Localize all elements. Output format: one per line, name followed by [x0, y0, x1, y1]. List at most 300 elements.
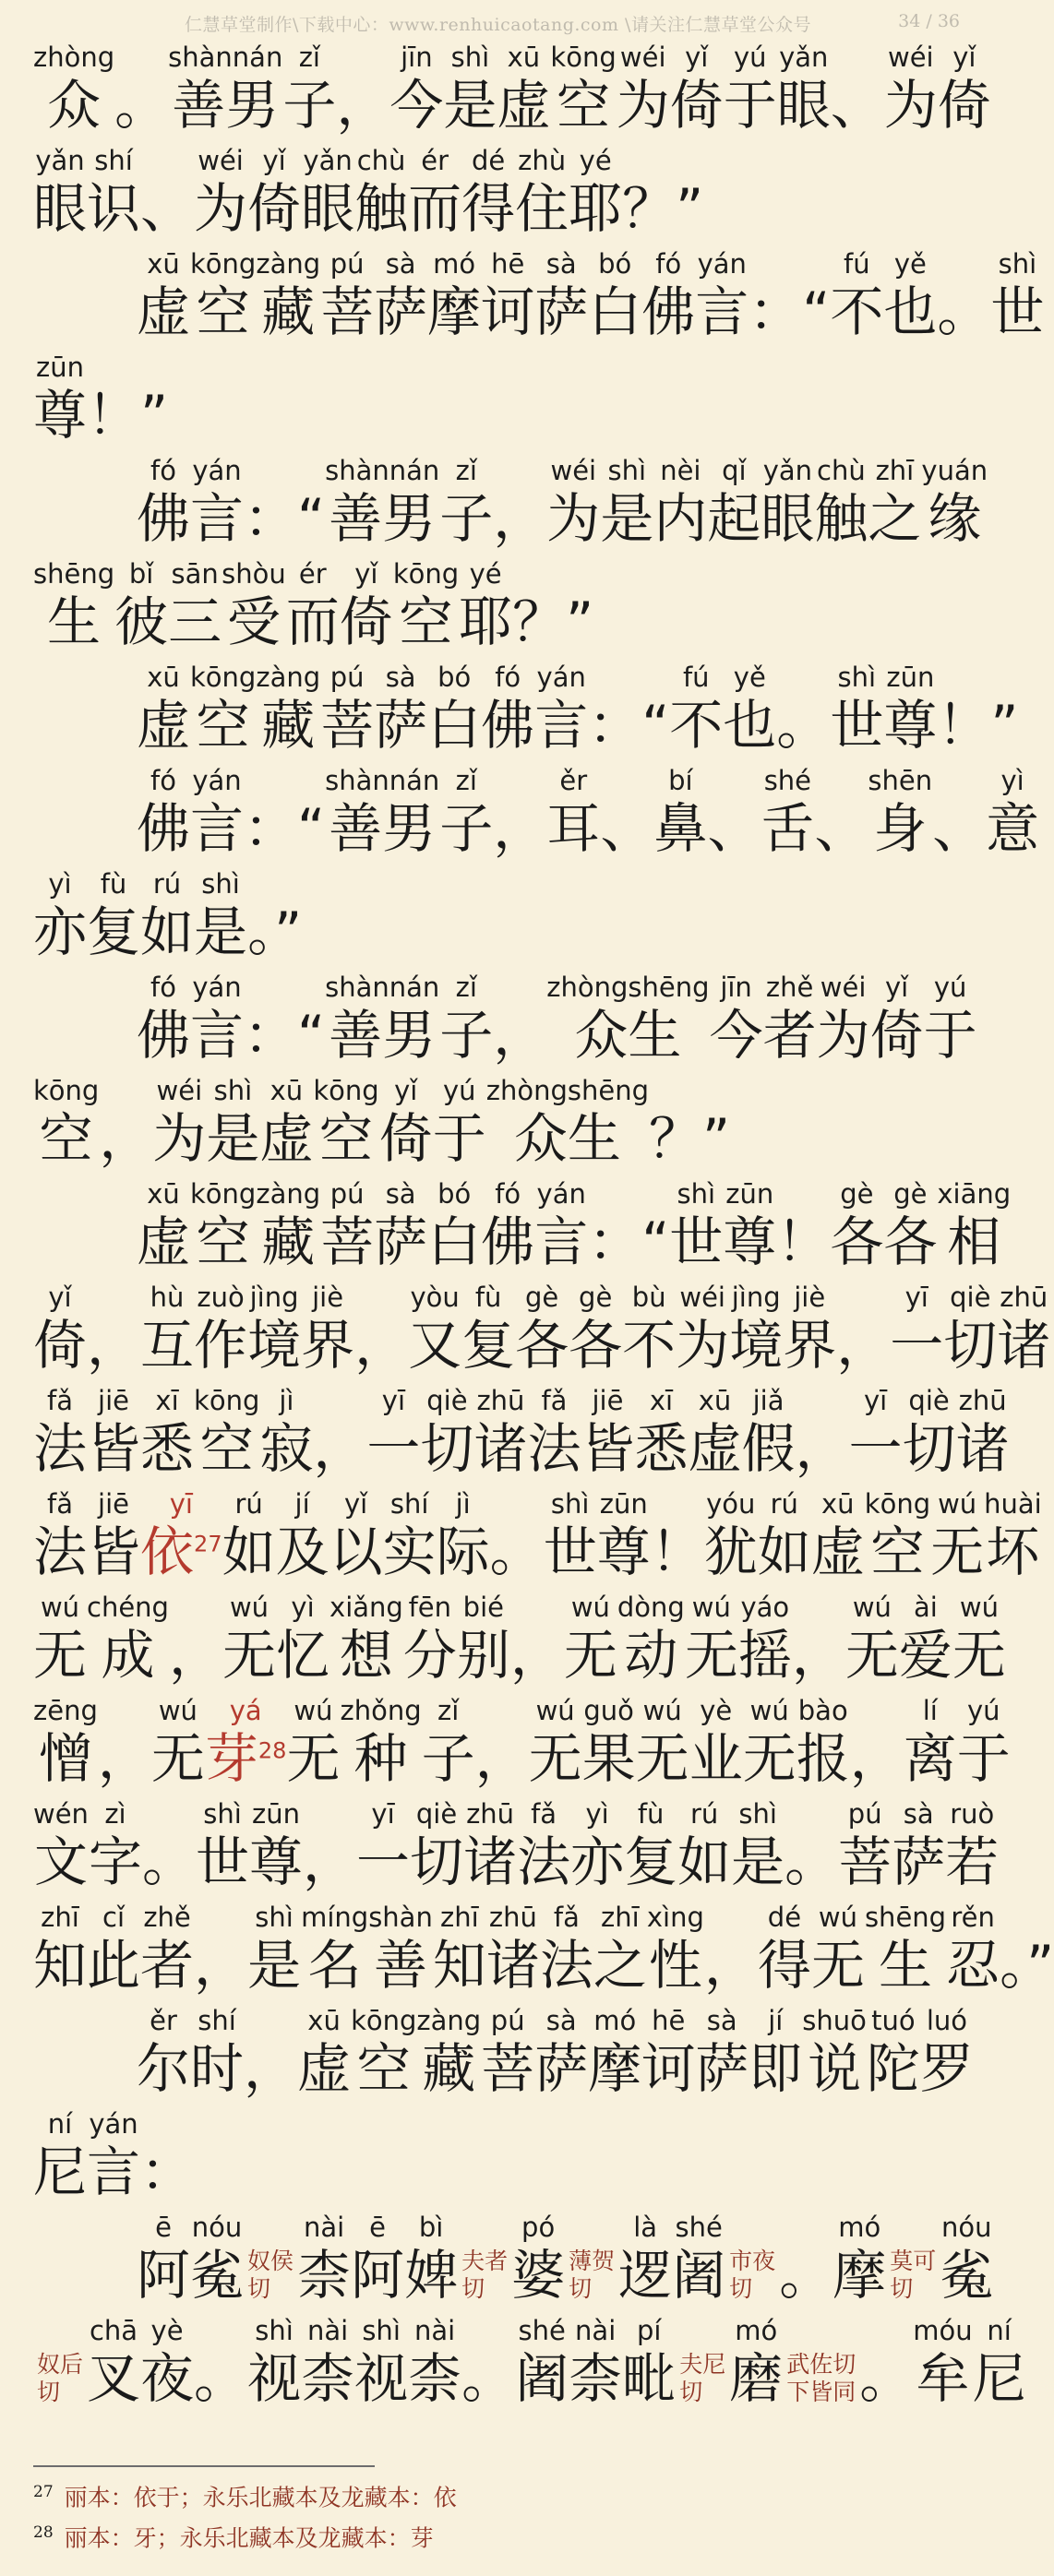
hanzi: 法: [33, 1417, 88, 1480]
ruby-unit: [510, 1591, 564, 1687]
ruby-unit: [379, 1074, 433, 1170]
hanzi: 起: [707, 487, 761, 550]
hanzi: 无: [742, 1727, 796, 1790]
hanzi: 㝹: [940, 2244, 994, 2307]
hanzi: 眼: [761, 487, 815, 550]
pinyin: hē: [652, 2005, 686, 2036]
variant-character: [205, 1694, 287, 1790]
fanqie-part: 夫尼: [679, 2351, 726, 2378]
pinyin: shànnán: [325, 455, 440, 486]
ruby-unit: [247, 1901, 301, 1997]
pinyin: xū: [147, 662, 180, 693]
fanqie-part: 切: [890, 2275, 914, 2302]
pinyin: zhòng: [33, 42, 115, 73]
hanzi: 是: [206, 1107, 260, 1170]
text-line: [33, 1273, 1051, 1377]
pinyin: pí: [636, 2315, 662, 2346]
ruby-unit: [301, 144, 354, 240]
ruby-unit: [320, 247, 374, 343]
hanzi: 婆: [511, 2244, 566, 2307]
ruby-unit: [433, 1074, 486, 1170]
pinyin: huài: [984, 1488, 1042, 1520]
hanzi: 诸: [485, 1934, 540, 1997]
ruby-unit: [940, 2211, 993, 2307]
pinyin: yì: [585, 1798, 609, 1830]
ruby-unit: [486, 1901, 540, 1997]
ruby-unit: [33, 557, 114, 653]
ruby-unit: [137, 764, 190, 860]
hanzi: 、: [830, 74, 884, 137]
pinyin: wú: [570, 1592, 610, 1623]
ruby-unit: [389, 41, 443, 137]
footnote-number: 27: [33, 2483, 54, 2501]
hanzi: 一: [890, 1314, 944, 1377]
hanzi: 而: [285, 590, 340, 653]
hanzi: 无: [684, 1624, 738, 1687]
hanzi: 今: [709, 1004, 763, 1067]
ruby-unit: [723, 1177, 776, 1273]
ruby-unit: [87, 1591, 169, 1687]
pinyin: kōng: [392, 558, 460, 590]
pinyin: dé: [472, 145, 506, 176]
hanzi: ：“: [244, 797, 326, 860]
page-header: [0, 6, 997, 37]
pinyin: yán: [192, 765, 242, 796]
ruby-unit: [461, 2314, 515, 2410]
ruby-unit: [222, 1591, 276, 1687]
ruby-unit: [676, 1281, 729, 1377]
ruby-unit: [475, 1694, 529, 1790]
ruby-unit: [544, 1487, 597, 1583]
pinyin: wéi: [619, 42, 666, 73]
ruby-unit: [512, 557, 593, 653]
ruby-unit: [892, 1797, 945, 1893]
pinyin: yán: [89, 2108, 138, 2140]
ruby-unit: [140, 1901, 194, 1997]
text-line: [33, 1583, 1006, 1687]
ruby-unit: [776, 1177, 830, 1273]
pinyin: bó: [437, 662, 472, 693]
fanqie-part: 莫可: [890, 2248, 937, 2274]
hanzi: 为: [194, 177, 248, 240]
pinyin: ěr: [559, 765, 588, 796]
pinyin: xū: [821, 1488, 855, 1520]
hanzi: 言: [695, 280, 749, 343]
hanzi: 菩: [320, 1210, 375, 1273]
pinyin: yì: [291, 1592, 315, 1623]
pinyin: zhù: [518, 145, 567, 176]
ruby-unit: [710, 971, 763, 1067]
hanzi: 缘: [928, 487, 982, 550]
pinyin: wéi: [550, 455, 597, 486]
hanzi: 眼: [33, 177, 88, 240]
hanzi: 各: [830, 1210, 884, 1273]
hanzi: ：“: [588, 1210, 670, 1273]
ruby-unit: [649, 1074, 730, 1170]
ruby-unit: [647, 1901, 704, 1997]
ruby-unit: [890, 1281, 943, 1377]
hanzi: 虚: [497, 74, 551, 137]
pinyin: qiè: [950, 1282, 991, 1313]
pinyin: zūn: [599, 1488, 648, 1520]
ruby-unit: [114, 557, 168, 653]
pinyin: yǎn: [35, 145, 85, 176]
ruby-unit: [653, 454, 707, 550]
hanzi: 知: [432, 1934, 486, 1997]
hanzi: 芽$^{28}$: [204, 1727, 287, 1790]
hanzi: 倚: [669, 74, 724, 137]
ruby-unit: [336, 41, 389, 137]
pinyin: yú: [442, 1075, 476, 1106]
variant-character: [140, 1487, 222, 1583]
ruby-unit: [588, 1177, 669, 1273]
hanzi: 内: [653, 487, 708, 550]
hanzi: 。: [776, 694, 831, 757]
pinyin: mó: [735, 2315, 778, 2346]
hanzi: ，: [303, 1831, 357, 1893]
fanqie-note: [569, 2248, 615, 2303]
hanzi: 得: [757, 1934, 811, 1997]
pinyin: gè: [525, 1282, 559, 1313]
page-number: 34 / 36: [898, 11, 960, 31]
hanzi: 虚: [259, 1107, 314, 1170]
ruby-unit: [617, 41, 670, 137]
pinyin: sà: [385, 1178, 416, 1210]
hanzi: 如: [677, 1831, 732, 1893]
hanzi: 尊: [249, 1831, 304, 1893]
hanzi: 今: [389, 74, 444, 137]
pinyin: pú: [329, 662, 365, 693]
pinyin: bì: [418, 2212, 444, 2243]
pinyin: gè: [893, 1178, 928, 1210]
ruby-unit: [850, 1694, 904, 1790]
pinyin: yī: [381, 1385, 406, 1416]
hanzi: 柰: [297, 2244, 352, 2307]
text-line: [33, 33, 991, 137]
pinyin: pó: [521, 2212, 556, 2243]
ruby-unit: [534, 247, 588, 343]
ruby-unit: [865, 1487, 930, 1583]
pinyin: zhòngshēng: [485, 1075, 650, 1106]
hanzi: 空: [870, 1521, 925, 1583]
pinyin: kōng: [190, 248, 257, 280]
pinyin: nài: [414, 2315, 456, 2346]
ruby-unit: [439, 454, 493, 550]
pinyin: bí: [668, 765, 693, 796]
ruby-unit: [259, 1074, 313, 1170]
hanzi: 者: [140, 1934, 195, 1997]
pinyin: zhū: [476, 1385, 525, 1416]
pinyin: zhě: [143, 1902, 191, 1933]
ruby-unit: [729, 2314, 783, 2410]
pinyin: chā: [89, 2315, 138, 2346]
hanzi: 佛: [481, 694, 535, 757]
hanzi: 如: [222, 1521, 276, 1583]
hanzi: 言: [534, 694, 589, 757]
pinyin: pú: [847, 1798, 882, 1830]
hanzi: 。: [114, 74, 169, 137]
footnotes: [33, 2475, 956, 2557]
pinyin: wú: [959, 1592, 999, 1623]
fanqie-part: 市夜: [729, 2248, 776, 2274]
hanzi: ：“: [244, 487, 326, 550]
pinyin: kōng: [194, 1385, 260, 1416]
ruby-unit: [758, 1487, 811, 1583]
hanzi: ，: [87, 1314, 141, 1377]
ruby-unit: [422, 1694, 475, 1790]
ruby-unit: [707, 764, 761, 860]
ruby-unit: [569, 2314, 622, 2410]
hanzi: 生: [47, 590, 102, 653]
pinyin: yán: [192, 455, 242, 486]
hanzi: 诸: [955, 1417, 1010, 1480]
hanzi: 倚: [247, 177, 302, 240]
ruby-unit: [244, 2004, 297, 2100]
pinyin: kōng: [190, 1178, 257, 1210]
footnote-marker[interactable]: 28: [258, 1737, 287, 1764]
ruby-unit: [830, 661, 883, 757]
ruby-unit: [325, 764, 439, 860]
pinyin: wú: [642, 1695, 682, 1726]
ruby-unit: [515, 1281, 569, 1377]
ruby-unit: [282, 41, 336, 137]
fanqie-part: 切: [729, 2275, 753, 2302]
ruby-unit: [776, 661, 830, 757]
hanzi: 又: [408, 1314, 462, 1377]
text-line: [33, 1480, 1042, 1583]
pinyin: zhū: [466, 1798, 515, 1830]
ruby-unit: [973, 2314, 1026, 2410]
hanzi: 言: [87, 2141, 141, 2203]
pinyin: zǐ: [455, 972, 477, 1003]
footnote: [33, 2475, 956, 2515]
hanzi: 无: [528, 1727, 582, 1790]
pinyin: shí: [389, 1488, 429, 1520]
hanzi: 者: [762, 1004, 817, 1067]
pinyin: xū: [269, 1075, 304, 1106]
ruby-unit: [481, 661, 534, 757]
pinyin: pú: [329, 1178, 365, 1210]
hanzi: 摩: [588, 2037, 642, 2100]
hanzi: 言: [190, 1004, 245, 1067]
pinyin: jìng: [249, 1282, 299, 1313]
fanqie-part: 切: [569, 2275, 593, 2302]
hanzi: 无: [844, 1624, 899, 1687]
ruby-unit: [437, 1487, 490, 1583]
hanzi: 菩: [838, 1831, 892, 1893]
ruby-unit: [831, 41, 884, 137]
hanzi: 无: [33, 1624, 88, 1687]
hanzi: 倚: [339, 590, 393, 653]
hanzi: 世: [195, 1831, 249, 1893]
hanzi: 阿: [137, 2244, 191, 2307]
hanzi: 萨: [892, 1831, 946, 1893]
ruby-unit: [457, 1591, 510, 1687]
pinyin: jiè: [312, 1282, 344, 1313]
hanzi: 皆: [87, 1521, 141, 1583]
text-line: [33, 1170, 1012, 1273]
fanqie-note: [461, 2248, 508, 2303]
hanzi: 无: [150, 1727, 205, 1790]
ruby-unit: [527, 1384, 581, 1480]
footnote-text: 丽本：牙；永乐北藏本及龙藏本：芽: [64, 2524, 434, 2552]
hanzi: 。: [461, 2347, 516, 2410]
ruby-unit: [622, 2314, 676, 2410]
pinyin: gè: [579, 1282, 613, 1313]
ruby-unit: [845, 1591, 899, 1687]
ruby-unit: [884, 41, 938, 137]
pinyin: wú: [749, 1695, 789, 1726]
ruby-unit: [196, 1797, 249, 1893]
pinyin: nóu: [191, 2212, 243, 2243]
ruby-unit: [938, 41, 991, 137]
hanzi: 种: [353, 1727, 408, 1790]
pinyin: míng: [301, 1902, 369, 1933]
hanzi: 说: [808, 2037, 862, 2100]
ruby-unit: [137, 2211, 190, 2307]
ruby-unit: [276, 1487, 329, 1583]
ruby-unit: [493, 764, 546, 860]
ruby-unit: [670, 41, 724, 137]
hanzi: 一: [848, 1417, 903, 1480]
hanzi: ，: [493, 487, 547, 550]
pinyin: jí: [768, 2005, 784, 2036]
pinyin: yì: [1000, 765, 1024, 796]
pinyin: yòu: [410, 1282, 460, 1313]
ruby-unit: [540, 1901, 593, 1997]
pinyin: qiè: [426, 1385, 468, 1416]
hanzi: 。”: [1000, 1934, 1054, 1997]
hanzi: 善男: [172, 74, 280, 137]
hanzi: 离: [903, 1727, 957, 1790]
pinyin: jīn: [720, 972, 752, 1003]
ruby-unit: [408, 2314, 461, 2410]
ruby-unit: [374, 247, 427, 343]
pinyin: zì: [104, 1798, 126, 1830]
ruby-unit: [301, 2314, 354, 2410]
hanzi: 。: [489, 1521, 544, 1583]
ruby-unit: [420, 1384, 473, 1480]
hanzi: 空: [196, 280, 250, 343]
pinyin: sà: [545, 2005, 577, 2036]
hanzi: 萨: [374, 1210, 428, 1273]
pinyin: ěr: [150, 2005, 177, 2036]
ruby-unit: [194, 144, 247, 240]
hanzi: 世: [543, 1521, 597, 1583]
footnote-marker[interactable]: 27: [194, 1531, 222, 1557]
hanzi: 佛: [137, 797, 191, 860]
pinyin: kōng: [313, 1075, 379, 1106]
ruby-unit: [956, 1384, 1010, 1480]
ruby-unit: [137, 1177, 190, 1273]
ruby-unit: [569, 144, 622, 240]
hanzi: 于: [956, 1727, 1011, 1790]
ruby-unit: [761, 454, 814, 550]
pinyin: xī: [649, 1385, 674, 1416]
hanzi: 触: [814, 487, 868, 550]
ruby-unit: [140, 144, 194, 240]
ruby-unit: [622, 144, 703, 240]
hanzi: 㝹: [190, 2244, 245, 2307]
pinyin: shì: [837, 662, 877, 693]
ruby-unit: [87, 1281, 140, 1377]
hanzi: 为: [676, 1314, 730, 1377]
ruby-unit: [137, 2004, 190, 2100]
pinyin: nài: [306, 2315, 349, 2346]
pinyin: ruò: [950, 1798, 995, 1830]
hanzi: 、: [600, 797, 654, 860]
pinyin: zhǒng: [340, 1695, 422, 1726]
pinyin: bǐ: [128, 558, 154, 590]
pinyin: zhū: [488, 1902, 537, 1933]
pinyin: fó: [655, 248, 682, 280]
hanzi: 别: [456, 1624, 510, 1687]
hanzi: 无: [563, 1624, 617, 1687]
ruby-unit: [945, 1797, 999, 1893]
pinyin: yě: [893, 248, 927, 280]
ruby-unit: [582, 1694, 636, 1790]
pinyin: yán: [536, 662, 586, 693]
pinyin: yóu: [706, 1488, 756, 1520]
hanzi: ：“: [588, 694, 670, 757]
hanzi: 成: [101, 1624, 155, 1687]
hanzi: 境: [729, 1314, 784, 1377]
hanzi: 以: [329, 1521, 383, 1583]
pinyin: shànnán: [168, 42, 283, 73]
hanzi: 空: [199, 1417, 254, 1480]
pinyin: xū: [698, 1385, 732, 1416]
text-line: [33, 860, 975, 963]
ruby-unit: [653, 764, 707, 860]
ruby-unit: [669, 661, 723, 757]
ruby-unit: [87, 1901, 140, 1997]
pinyin: fú: [844, 248, 870, 280]
pinyin: shé: [763, 765, 812, 796]
pinyin: ér: [298, 558, 327, 590]
pinyin: chù: [817, 455, 866, 486]
pinyin: yán: [697, 248, 747, 280]
hanzi: 阇: [672, 2244, 726, 2307]
hanzi: 耳: [546, 797, 601, 860]
text-line: [33, 963, 975, 1067]
ruby-unit: [33, 1487, 87, 1583]
ruby-unit: [393, 557, 459, 653]
pinyin: xū: [147, 248, 180, 280]
hanzi: 寂: [259, 1417, 314, 1480]
ruby-unit: [763, 971, 817, 1067]
hanzi: 于: [923, 1004, 977, 1067]
hanzi: 界: [301, 1314, 355, 1377]
ruby-unit: [830, 1177, 883, 1273]
ruby-unit: [249, 1797, 303, 1893]
ruby-unit: [997, 1281, 1050, 1377]
ruby-unit: [904, 1694, 957, 1790]
ruby-unit: [301, 1281, 354, 1377]
pinyin: zàng: [416, 2005, 482, 2036]
ruby-unit: [33, 1901, 87, 1997]
ruby-unit: [190, 1177, 256, 1273]
hanzi: 空: [196, 694, 250, 757]
pinyin: gè: [840, 1178, 874, 1210]
pinyin: wén: [33, 1798, 89, 1830]
footnote: [33, 2515, 956, 2556]
pinyin: lí: [922, 1695, 938, 1726]
ruby-unit: [984, 1487, 1042, 1583]
ruby-unit: [867, 2004, 920, 2100]
pinyin: jì: [279, 1385, 294, 1416]
ruby-unit: [943, 1281, 997, 1377]
ruby-unit: [743, 1694, 796, 1790]
